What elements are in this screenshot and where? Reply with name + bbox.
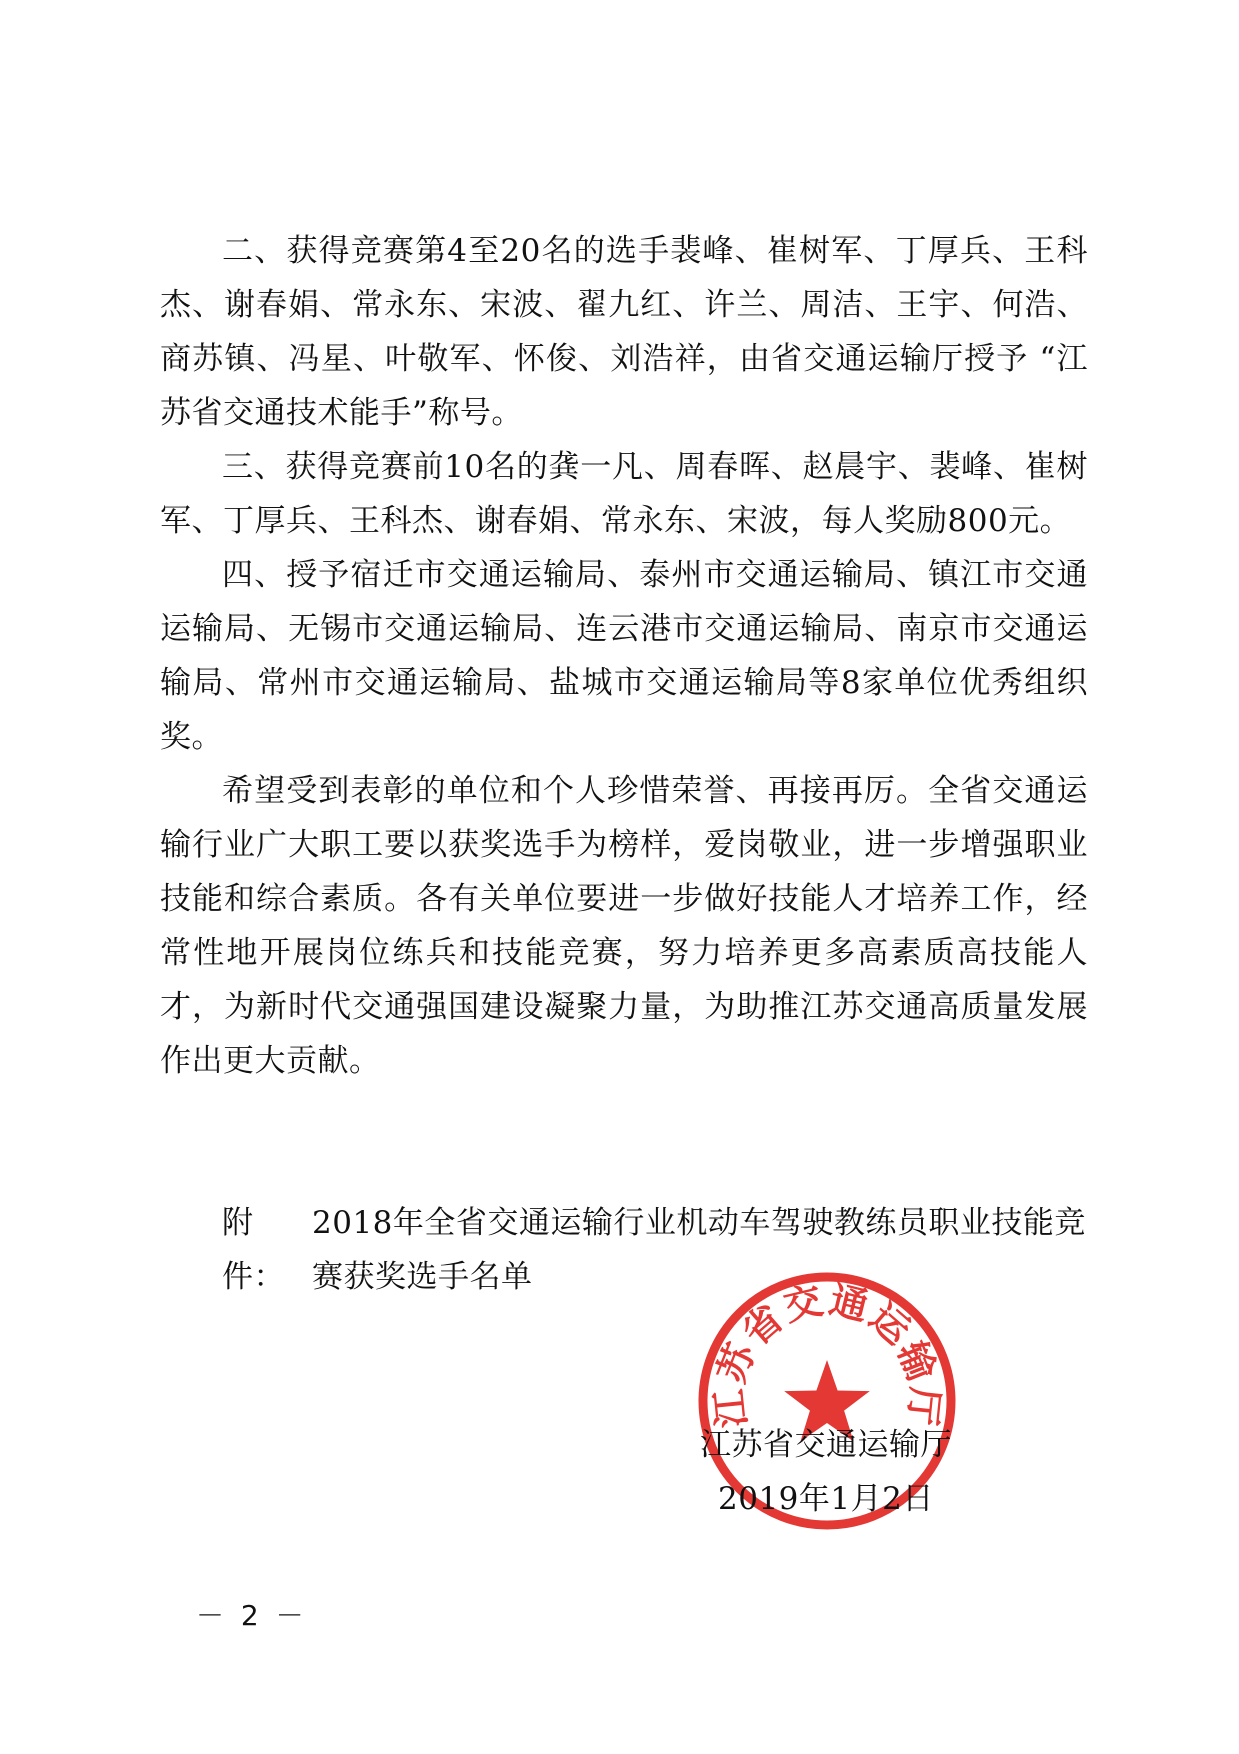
issue-date: 2019年1月2日 bbox=[718, 1481, 934, 1517]
page-number: － 2 － bbox=[196, 1599, 308, 1632]
paragraph-item-4: 四、授予宿迁市交通运输局、泰州市交通运输局、镇江市交通运输局、无锡市交通运输局、连云港市交通运输局、南京市交通运输局、常州市交通运输局、盐城市交通运输局等8家单位优秀组织奖。 bbox=[160, 557, 1088, 755]
document-body bbox=[160, 224, 1088, 1088]
attachment-title: 2018年全省交通运输行业机动车驾驶教练员职业技能竞赛获奖选手名单 bbox=[312, 1205, 1086, 1295]
paragraph-item-2: 二、获得竞赛第4至20名的选手裴峰、崔树军、丁厚兵、王科杰、谢春娟、常永东、宋波、翟九红、许兰、周洁、王宇、何浩、商苏镇、冯星、叶敬军、怀俊、刘浩祥，由省交通运输厅授予 “江苏省交通技术能手”称号。 bbox=[160, 233, 1088, 431]
paragraph-item-3: 三、获得竞赛前10名的龚一凡、周春晖、赵晨宇、裴峰、崔树军、丁厚兵、王科杰、谢春娟、常永东、宋波，每人奖励800元。 bbox=[160, 449, 1088, 539]
attachment-label: 附件： bbox=[222, 1205, 285, 1295]
paragraph-closing: 希望受到表彰的单位和个人珍惜荣誉、再接再厉。全省交通运输行业广大职工要以获奖选手为榜样，爱岗敬业，进一步增强职业技能和综合素质。各有关单位要进一步做好技能人才培养工作，经常性地开展岗位练兵和技能竞赛，努力培养更多高素质高技能人才，为新时代交通强国建设凝聚力量，为助推江苏交通高质量发展作出更大贡献。 bbox=[160, 773, 1088, 1079]
issuer-signature: 江苏省交通运输厅 bbox=[700, 1427, 952, 1463]
seal-text: 江苏省交通运输厅 bbox=[705, 1276, 949, 1430]
